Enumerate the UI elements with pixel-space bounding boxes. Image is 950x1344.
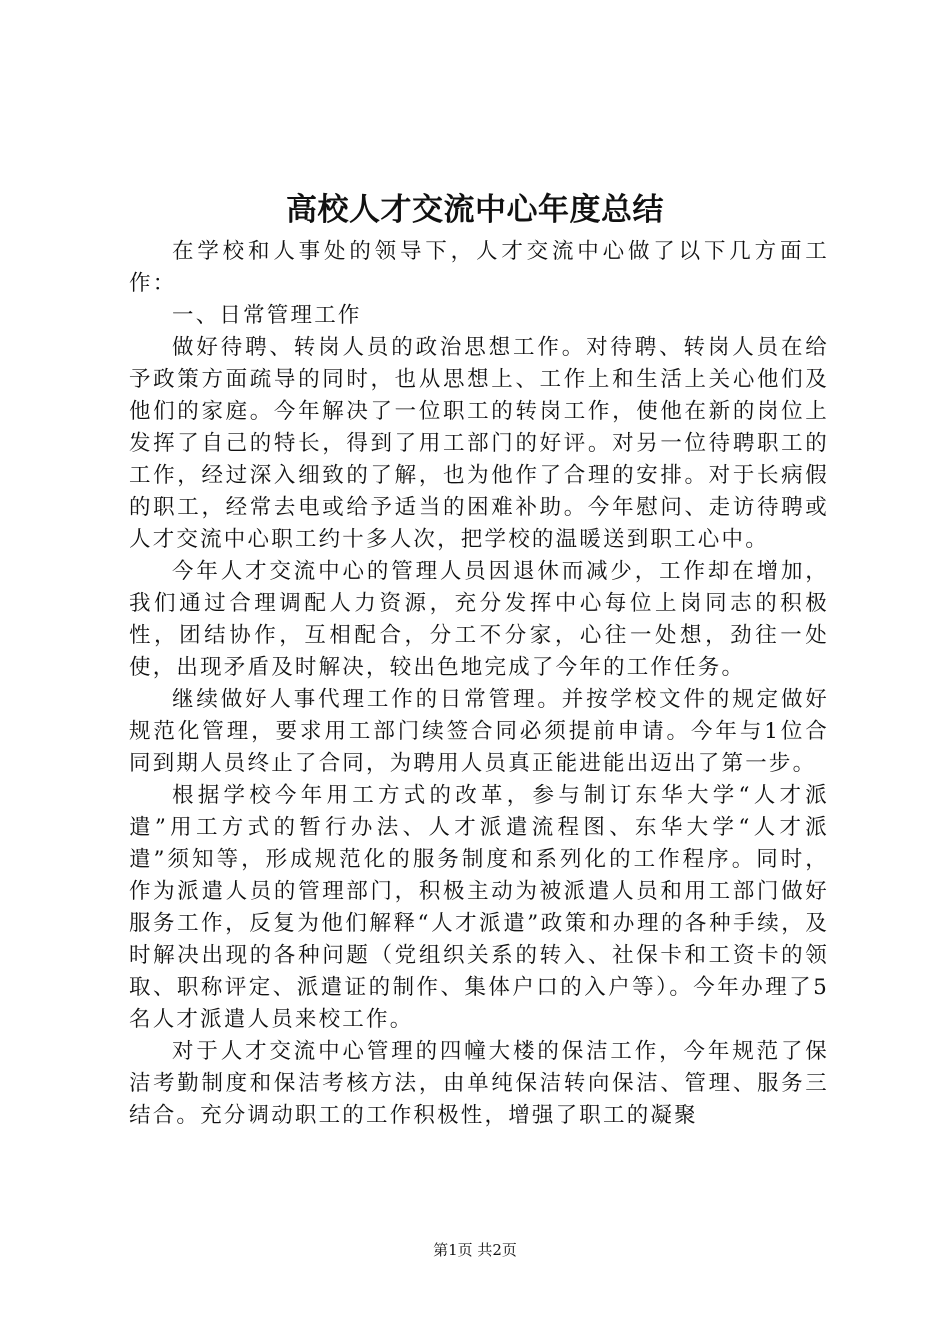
paragraph: 今年人才交流中心的管理人员因退休而减少，工作却在增加，我们通过合理调配人力资源，充分发挥中心每位上岗同志的积极性，团结协作，互相配合，分工不分家，心往一处想，劲往一处使，出现矛盾及时解决，较出色地完成了今年的工作任务。 xyxy=(129,559,829,680)
section-heading: 一、日常管理工作 xyxy=(172,303,362,328)
document-body xyxy=(129,236,829,1132)
document-title: 高校人才交流中心年度总结 xyxy=(286,192,664,228)
paragraph: 根据学校今年用工方式的改革，参与制订东华大学“人才派遣”用工方式的暂行办法、人才派遣流程图、东华大学“人才派遣”须知等，形成规范化的服务制度和系列化的工作程序。同时，作为派遣人员的管理部门，积极主动为被派遣人员和用工部门做好服务工作，反复为他们解释“人才派遣”政策和办理的各种手续，及时解决出现的各种问题（党组织关系的转入、社保卡和工资卡的领取、职称评定、派遣证的制作、集体户口的入户等）。今年办理了5名人才派遣人员来校工作。 xyxy=(129,783,829,1032)
page-number-footer: 第1页 共2页 xyxy=(433,1241,517,1259)
paragraph: 对于人才交流中心管理的四幢大楼的保洁工作，今年规范了保洁考勤制度和保洁考核方法，由单纯保洁转向保洁、管理、服务三结合。充分调动职工的工作积极性，增强了职工的凝聚 xyxy=(129,1039,829,1128)
paragraph-intro: 在学校和人事处的领导下，人才交流中心做了以下几方面工作： xyxy=(129,239,829,296)
paragraph: 继续做好人事代理工作的日常管理。并按学校文件的规定做好规范化管理，要求用工部门续签合同必须提前申请。今年与1位合同到期人员终止了合同，为聘用人员真正能进能出迈出了第一步。 xyxy=(129,687,829,776)
paragraph: 做好待聘、转岗人员的政治思想工作。对待聘、转岗人员在给予政策方面疏导的同时，也从思想上、工作上和生活上关心他们及他们的家庭。今年解决了一位职工的转岗工作，使他在新的岗位上发挥了自己的特长，得到了用工部门的好评。对另一位待聘职工的工作，经过深入细致的了解，也为他作了合理的安排。对于长病假的职工，经常去电或给予适当的困难补助。今年慰问、走访待聘或人才交流中心职工约十多人次，把学校的温暖送到职工心中。 xyxy=(129,335,829,552)
